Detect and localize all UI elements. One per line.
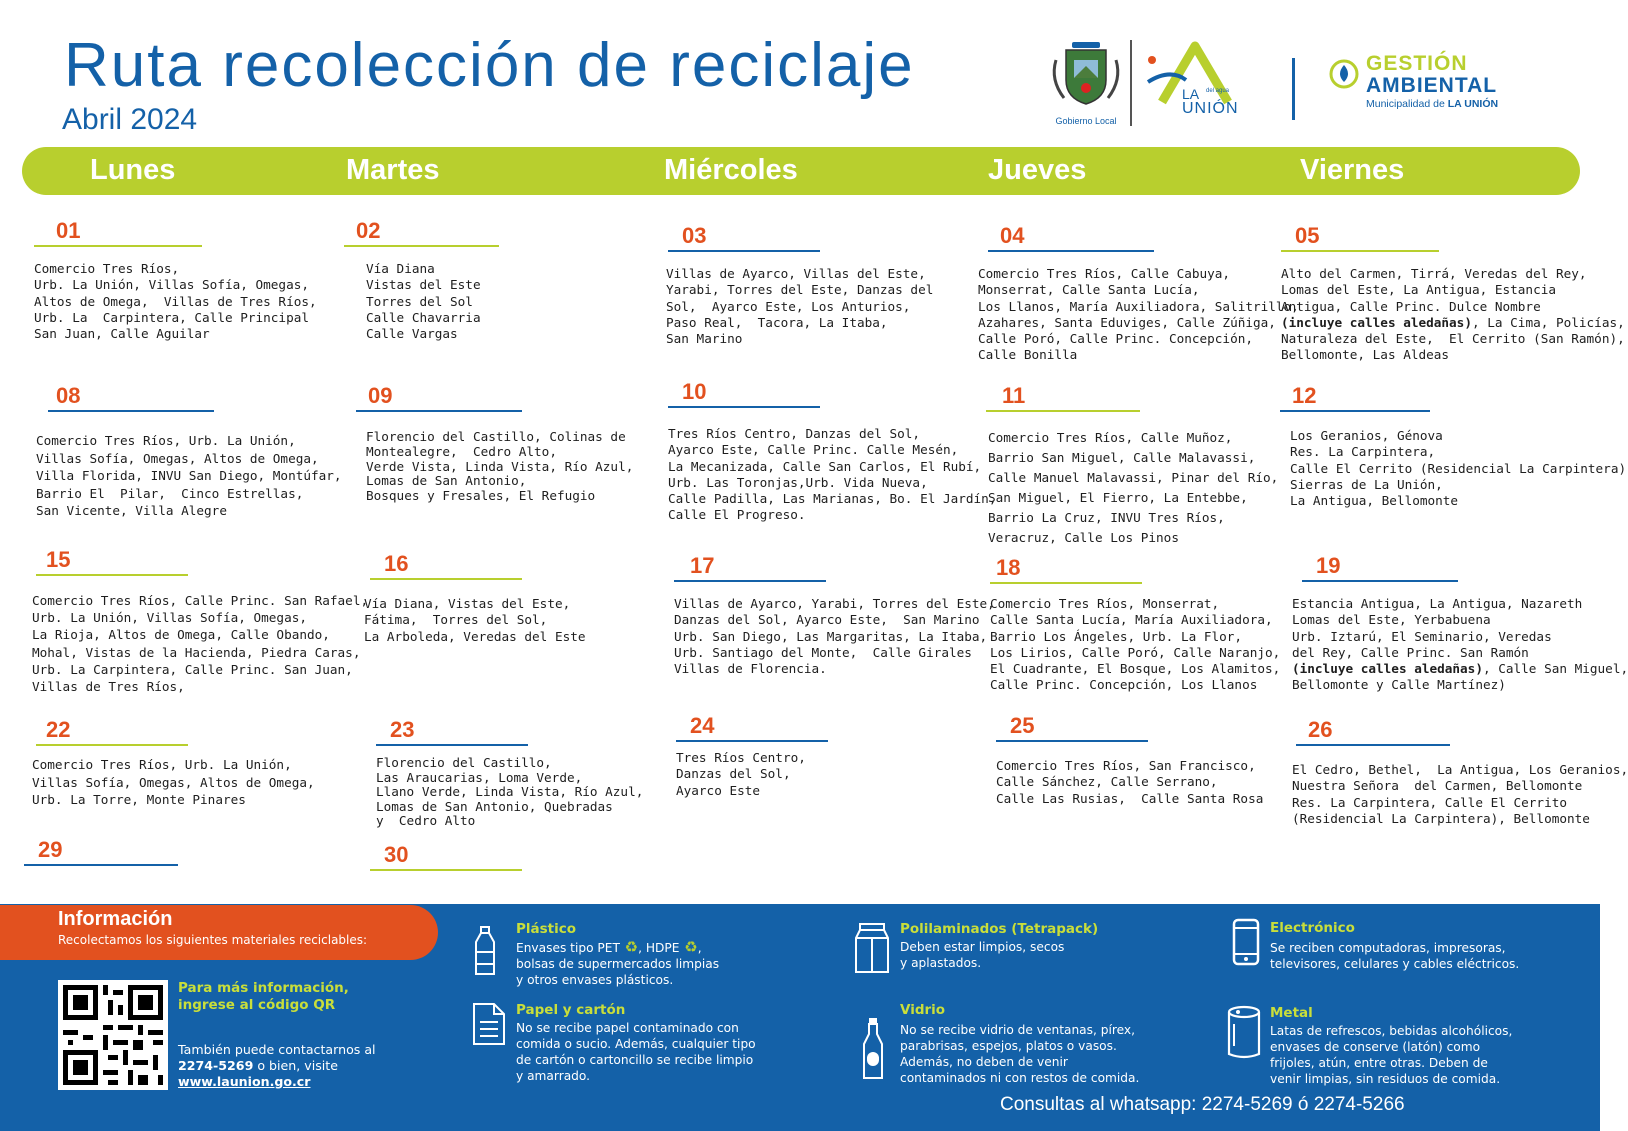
metal-title: Metal [1270, 1005, 1313, 1021]
day-neighborhoods: Comercio Tres Ríos, San Francisco, Calle Sánchez, Calle Serrano, Calle Las Rusias, Calle Santa Rosa [996, 758, 1264, 806]
gestion-ambiental-logo [1328, 52, 1588, 122]
day-underline [36, 744, 188, 746]
day-cell-12 [1290, 383, 1627, 509]
day-neighborhoods-part-b: , Calle San Miguel, Bellomonte y Calle Martínez) [1292, 661, 1628, 693]
day-underline [356, 410, 522, 412]
electronics-description: Se reciben computadoras, impresoras, televisores, celulares y cables eléctricos. [1270, 941, 1520, 971]
day-underline [48, 410, 214, 412]
day-number: 16 [384, 551, 409, 576]
day-cell-09 [348, 384, 648, 504]
day-neighborhoods: Villas de Ayarco, Yarabi, Torres del Este, Danzas del Sol, Ayarco Este, San Marino Urb. San Diego, Las Margaritas, La Itaba, Urb. Santiago del Monte, Calle Girales Villas de Florencia. [674, 596, 995, 677]
contact-text: También puede contactarnos al [178, 1042, 376, 1057]
day-number: 09 [368, 383, 393, 408]
day-cell-25 [996, 714, 1296, 807]
plastic-title: Plástico [516, 921, 577, 937]
page-subtitle: Abril 2024 [62, 103, 198, 136]
day-cell-10 [668, 379, 997, 524]
day-neighborhoods: Comercio Tres Ríos, Urb. La Unión, Villas Sofía, Omegas, Altos de Omega, Urb. La Torre, Monte Pinares [32, 757, 315, 807]
day-number: 15 [46, 547, 71, 572]
day-neighborhoods-bold: (incluye calles aledañas) [1292, 661, 1483, 677]
day-neighborhoods: Tres Ríos Centro, Danzas del Sol, Ayarco Este, Calle Princ. Calle Mesén, La Mecanizada, Calle San Carlos, El Rubí, Urb. Las Toronjas,Urb. Vida Nueva, Calle Padilla, Las Marianas, Bo. El Jardín, Calle El Progreso. [668, 426, 997, 523]
day-number: 10 [682, 379, 707, 404]
glass-description: No se recibe vidrio de ventanas, pírex, parabrisas, espejos, platos o vasos. Además, no deben de venir contaminados ni con restos de comida. [900, 1023, 1140, 1085]
day-neighborhoods: Comercio Tres Ríos, Calle Muñoz, Barrio San Miguel, Calle Malavassi, Calle Manuel Malavassi, Pinar del Río, San Miguel, El Fierro, La Entebbe, Barrio La Cruz, INVU Tres Ríos, Veracruz, Calle Los Pinos [988, 430, 1279, 545]
day-neighborhoods-part-b: , La Cima, Policías, Naturaleza del Este, El Cerrito (San Ramón), Bellomonte, Las Aldeas [1281, 314, 1625, 363]
day-underline [344, 245, 499, 247]
tetrapack-title: Polilaminados (Tetrapack) [900, 921, 1099, 937]
logo-divider-2 [1292, 58, 1295, 120]
contact-or-visit: o bien, visite [253, 1058, 338, 1073]
day-number: 12 [1292, 383, 1317, 408]
day-neighborhoods: Vía Diana, Vistas del Este, Fátima, Torres del Sol, La Arboleda, Veredas del Este [364, 596, 586, 644]
plastic-text-c: , bolsas de supermercados limpias y otros envases plásticos. [516, 941, 720, 987]
contact-phone: 2274-5269 [178, 1058, 254, 1073]
day-cell-29 [24, 838, 184, 866]
day-neighborhoods: Comercio Tres Ríos, Monserrat, Calle Santa Lucía, María Auxiliadora, Barrio Los Ángeles, Urb. La Flor, Los Lirios, Calle Poró, Calle Naranjo, El Cuadrante, El Bosque, Los Alamitos, Calle Princ. Concepción, Los Llanos [990, 596, 1281, 693]
paper-title: Papel y cartón [516, 1002, 626, 1018]
gestion-leaf-icon [1328, 58, 1360, 90]
day-number: 30 [384, 842, 409, 867]
day-number: 26 [1308, 717, 1333, 742]
day-number: 29 [38, 837, 63, 862]
coat-of-arms-icon [1048, 40, 1124, 110]
day-neighborhoods: Comercio Tres Ríos, Urb. La Unión, Villas Sofía, Omegas, Altos de Omega, Villa Florida, INVU San Diego, Montúfar, Barrio El Pilar, Cinco Estrellas, San Vicente, Villa Alegre [36, 433, 342, 518]
day-underline [24, 864, 178, 866]
day-viernes: Viernes [1300, 154, 1405, 186]
day-underline [668, 406, 820, 408]
day-number: 02 [356, 218, 381, 243]
paper-document-icon [472, 1002, 506, 1050]
day-neighborhoods: Florencio del Castillo, Colinas de Montealegre, Cedro Alto, Verde Vista, Linda Vista, Río Azul, Lomas de San Antonio, Bosques y Fresales, El Refugio [366, 429, 634, 504]
day-underline [986, 410, 1140, 412]
day-cell-16 [364, 551, 660, 645]
day-cell-24 [676, 714, 966, 799]
day-number: 19 [1316, 553, 1341, 578]
whatsapp-contact: Consultas al whatsapp: 2274-5269 ó 2274-5266 [1000, 1094, 1405, 1115]
day-number: 23 [390, 717, 415, 742]
day-cell-22 [32, 718, 342, 809]
day-cell-02 [348, 219, 638, 342]
info-subtitle: Recolectamos los siguientes materiales reciclables: [58, 933, 368, 947]
day-underline [674, 580, 826, 582]
day-neighborhoods: Vía Diana Vistas del Este Torres del Sol Calle Chavarria Calle Vargas [366, 261, 481, 342]
day-miercoles: Miércoles [664, 154, 798, 186]
day-underline [376, 744, 528, 746]
la-union-logo [1140, 40, 1250, 130]
glass-bottle-icon [860, 1016, 886, 1084]
day-underline [1302, 580, 1458, 582]
day-neighborhoods [1292, 596, 1628, 694]
recycle-hdpe-icon: ♻ [679, 938, 698, 956]
day-martes: Martes [346, 154, 440, 186]
day-number: 08 [56, 383, 81, 408]
day-cell-01 [34, 219, 334, 342]
metal-description: Latas de refrescos, bebidas alcohólicos, envases de conserve (latón) como frijoles, atún, entre otras. Deben de venir limpias, sin residuos de comida. [1270, 1024, 1513, 1086]
gobierno-local-logo [1048, 40, 1124, 126]
day-underline [1296, 744, 1450, 746]
gobierno-local-label: Gobierno Local [1055, 116, 1117, 126]
plastic-text-b: , HDPE [638, 941, 680, 955]
day-underline [1280, 410, 1430, 412]
day-number: 22 [46, 717, 71, 742]
day-lunes: Lunes [90, 154, 176, 186]
day-neighborhoods: Comercio Tres Ríos, Calle Cabuya, Monserrat, Calle Santa Lucía, Los Llanos, María Auxiliadora, Salitrillo, Azahares, Santa Eduviges, Calle Zúñiga, Calle Poró, Calle Princ. Concepción, Calle Bonilla [978, 266, 1299, 363]
day-number: 17 [690, 553, 715, 578]
day-underline [990, 582, 1142, 584]
day-neighborhoods-bold: (incluye calles aledañas) [1281, 314, 1472, 330]
plastic-bottle-icon [472, 926, 498, 982]
day-underline [988, 250, 1154, 252]
day-cell-03 [666, 224, 966, 347]
day-cell-11 [988, 384, 1288, 548]
page-title: Ruta recolección de reciclaje [64, 31, 915, 100]
day-cell-17 [674, 553, 995, 677]
day-underline [996, 740, 1148, 742]
day-neighborhoods-part-a: Alto del Carmen, Tirrá, Veredas del Rey, Lomas del Este, La Antigua, Estancia Antigua, Calle Princ. Dulce Nombre [1281, 266, 1587, 314]
day-neighborhoods: Villas de Ayarco, Villas del Este, Yarabi, Torres del Este, Danzas del Sol, Ayarco Este, Los Anturios, Paso Real, Tacora, La Itaba, San Marino [666, 266, 934, 347]
info-title: Información [58, 908, 173, 930]
plastic-text-a: Envases tipo PET [516, 941, 620, 955]
logo-del-agua: del agua [1206, 88, 1230, 94]
plastic-description [516, 939, 719, 988]
day-neighborhoods: Los Geranios, Génova Res. La Carpintera, Calle El Cerrito (Residencial La Carpintera) Sierras de La Unión, La Antigua, Bellomonte [1290, 428, 1627, 509]
day-underline [1281, 250, 1439, 252]
day-neighborhoods-part-a: Estancia Antigua, La Antigua, Nazareth Lomas del Este, Yerbabuena Urb. Iztarú, El Seminario, Veredas del Rey, Calle Princ. San Ramón [1292, 596, 1583, 660]
day-underline [676, 740, 828, 742]
day-neighborhoods: Tres Ríos Centro, Danzas del Sol, Ayarco Este [676, 750, 806, 798]
day-cell-18 [990, 556, 1290, 694]
recycle-pet-icon: ♻ [619, 938, 639, 956]
day-cell-05 [1281, 223, 1625, 364]
day-cell-30 [370, 843, 530, 871]
paper-description: No se recibe papel contaminado con comida o sucio. Además, cualquier tipo de cartón o cartoncillo se recibe limpio y amarrado. [516, 1021, 756, 1083]
qr-code-icon [58, 980, 168, 1090]
logo-union: UNIÓN [1182, 100, 1239, 117]
day-underline [34, 245, 202, 247]
day-neighborhoods: Comercio Tres Ríos, Urb. La Unión, Villas Sofía, Omegas, Altos de Omega, Villas de Tres Ríos, Urb. La Carpintera, Calle Principal San Juan, Calle Aguilar [34, 261, 317, 342]
metal-can-icon [1226, 1004, 1262, 1066]
contact-line [178, 1058, 338, 1074]
day-jueves: Jueves [988, 154, 1087, 186]
day-underline [370, 869, 522, 871]
day-number: 18 [996, 555, 1021, 580]
day-number: 04 [1000, 223, 1025, 248]
day-cell-23 [376, 718, 666, 829]
logo-divider [1130, 40, 1132, 126]
day-number: 25 [1010, 713, 1035, 738]
logo-la-union-text: LA UNIÓN [1447, 98, 1499, 110]
website-link[interactable]: www.launion.go.cr [178, 1074, 311, 1089]
glass-title: Vidrio [900, 1002, 946, 1018]
day-cell-15 [32, 547, 369, 695]
qr-code[interactable] [58, 980, 168, 1090]
qr-instructions: Para más información, ingrese al código QR [178, 980, 349, 1013]
day-cell-26 [1292, 717, 1628, 827]
logo-ambiental: AMBIENTAL [1366, 74, 1498, 97]
tetrapack-description: Deben estar limpios, secos y aplastados. [900, 940, 1065, 970]
logo-municipalidad: Municipalidad de [1366, 98, 1445, 110]
day-underline [36, 574, 188, 576]
logo-la: LA [1182, 86, 1200, 102]
day-cell-04 [978, 223, 1299, 364]
day-underline [668, 250, 820, 252]
day-cell-19 [1292, 553, 1628, 694]
day-number: 11 [1002, 383, 1026, 408]
tetrapack-carton-icon [854, 922, 890, 978]
day-number: 01 [56, 218, 81, 243]
day-neighborhoods: Comercio Tres Ríos, Calle Princ. San Rafael, Urb. La Unión, Villas Sofía, Omegas, La Rioja, Altos de Omega, Calle Obando, Mohal, Vistas de la Hacienda, Piedra Caras, Urb. La Carpintera, Calle Princ. San Juan, Villas de Tres Ríos, [32, 593, 369, 695]
day-neighborhoods: El Cedro, Bethel, La Antigua, Los Geranios, Nuestra Señora del Carmen, Bellomonte Res. La Carpintera, Calle El Cerrito (Residencial La Carpintera), Bellomonte [1292, 762, 1628, 826]
day-neighborhoods: Florencio del Castillo, Las Araucarias, Loma Verde, Llano Verde, Linda Vista, Río Azul, Lomas de San Antonio, Quebradas y Cedro Alto [376, 755, 644, 829]
electronics-title: Electrónico [1270, 920, 1355, 936]
day-number: 24 [690, 713, 715, 738]
logo-municipalidad-line [1366, 98, 1498, 110]
day-underline [370, 578, 522, 580]
mobile-phone-icon [1232, 918, 1260, 970]
day-number: 03 [682, 223, 707, 248]
day-cell-08 [36, 383, 342, 520]
day-number: 05 [1295, 223, 1320, 248]
day-neighborhoods [1281, 266, 1625, 364]
logo-gestion: GESTIÓN [1366, 52, 1468, 75]
